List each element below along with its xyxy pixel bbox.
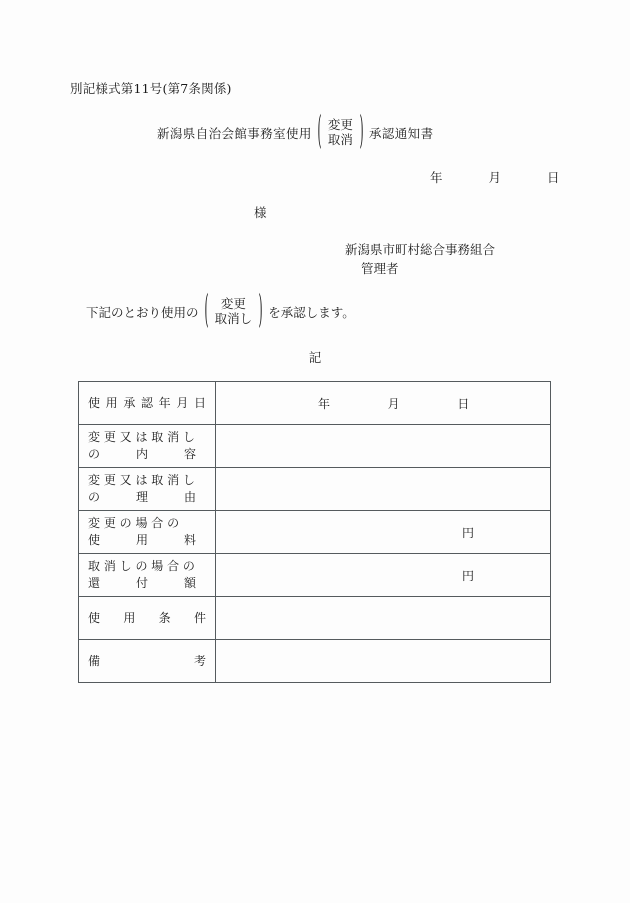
label-line: 変 更 の 場 合 の	[88, 515, 180, 530]
statement-suffix: を承認します。	[268, 304, 355, 320]
document-title	[157, 110, 434, 155]
brace-left-paren: (	[317, 110, 322, 155]
row-label-usage-conditions	[79, 597, 216, 640]
row-label-refund-amount	[79, 554, 216, 597]
sender-block	[345, 240, 495, 279]
table-row	[79, 640, 551, 683]
value-date-month: 月	[387, 396, 400, 411]
issue-date-year: 年	[430, 170, 443, 185]
brace-right-paren: )	[258, 289, 263, 334]
statement-option-change: 変更	[220, 296, 246, 311]
row-value-refund-amount[interactable]	[216, 554, 551, 597]
title-option-brace	[317, 110, 364, 155]
issue-date-month: 月	[488, 170, 501, 185]
row-label-change-reason	[79, 468, 216, 511]
row-label-change-fee	[79, 511, 216, 554]
table-row	[79, 554, 551, 597]
row-value-change-fee[interactable]	[216, 511, 551, 554]
currency-unit: 円	[462, 525, 475, 540]
sender-role: 管理者	[361, 261, 399, 277]
title-prefix: 新潟県自治会館事務室使用	[157, 125, 312, 141]
label-line: 変 更 又 は 取 消 し	[88, 429, 195, 444]
row-label-remarks	[79, 640, 216, 683]
table-row	[79, 425, 551, 468]
label-line: の 内 容	[88, 447, 197, 461]
label-line: 変 更 又 は 取 消 し	[88, 472, 195, 487]
row-label-change-content	[79, 425, 216, 468]
title-option-stack	[322, 118, 359, 148]
brace-left-paren: (	[204, 289, 209, 334]
table-row	[79, 382, 551, 425]
label-line: 取 消 し の 場 合 の	[88, 558, 195, 573]
title-option-cancel: 取消	[327, 131, 353, 147]
label-line: 使 用 料	[88, 533, 197, 547]
value-date-day: 日	[457, 396, 470, 411]
value-date-year: 年	[318, 396, 331, 411]
addressee-honorific: 様	[254, 205, 267, 220]
sender-organization: 新潟県市町村総合事務組合	[345, 242, 496, 257]
row-label-approval-date	[79, 382, 216, 425]
title-option-change: 変更	[327, 117, 353, 132]
value-date	[226, 397, 469, 411]
row-value-usage-conditions[interactable]	[216, 597, 551, 640]
statement-option-cancel: 取消し	[214, 310, 253, 326]
currency-unit: 円	[462, 568, 475, 583]
table-row	[79, 597, 551, 640]
label-line: 使 用 承 認 年 月 日	[88, 395, 206, 410]
title-suffix: 承認通知書	[368, 125, 434, 141]
label-line: 使 用 条 件	[88, 610, 206, 625]
label-line: 還 付 額	[88, 576, 197, 590]
row-value-remarks[interactable]	[216, 640, 551, 683]
row-value-change-reason[interactable]	[216, 468, 551, 511]
issue-date-line	[430, 168, 559, 186]
approval-statement	[86, 289, 355, 334]
issue-date-day: 日	[546, 170, 560, 185]
details-table	[78, 381, 551, 683]
form-number: 別記様式第11号(第7条関係)	[70, 81, 232, 96]
ki-marker: 記	[308, 350, 322, 365]
row-value-approval-date[interactable]	[216, 382, 551, 425]
table-row	[79, 511, 551, 554]
statement-option-stack	[209, 297, 259, 327]
brace-right-paren: )	[359, 110, 364, 155]
statement-prefix: 下記のとおり使用の	[86, 304, 199, 320]
row-value-change-content[interactable]	[216, 425, 551, 468]
label-line: 備 考	[88, 653, 206, 668]
statement-option-brace	[204, 289, 264, 334]
label-line: の 理 由	[88, 490, 197, 504]
table-row	[79, 468, 551, 511]
